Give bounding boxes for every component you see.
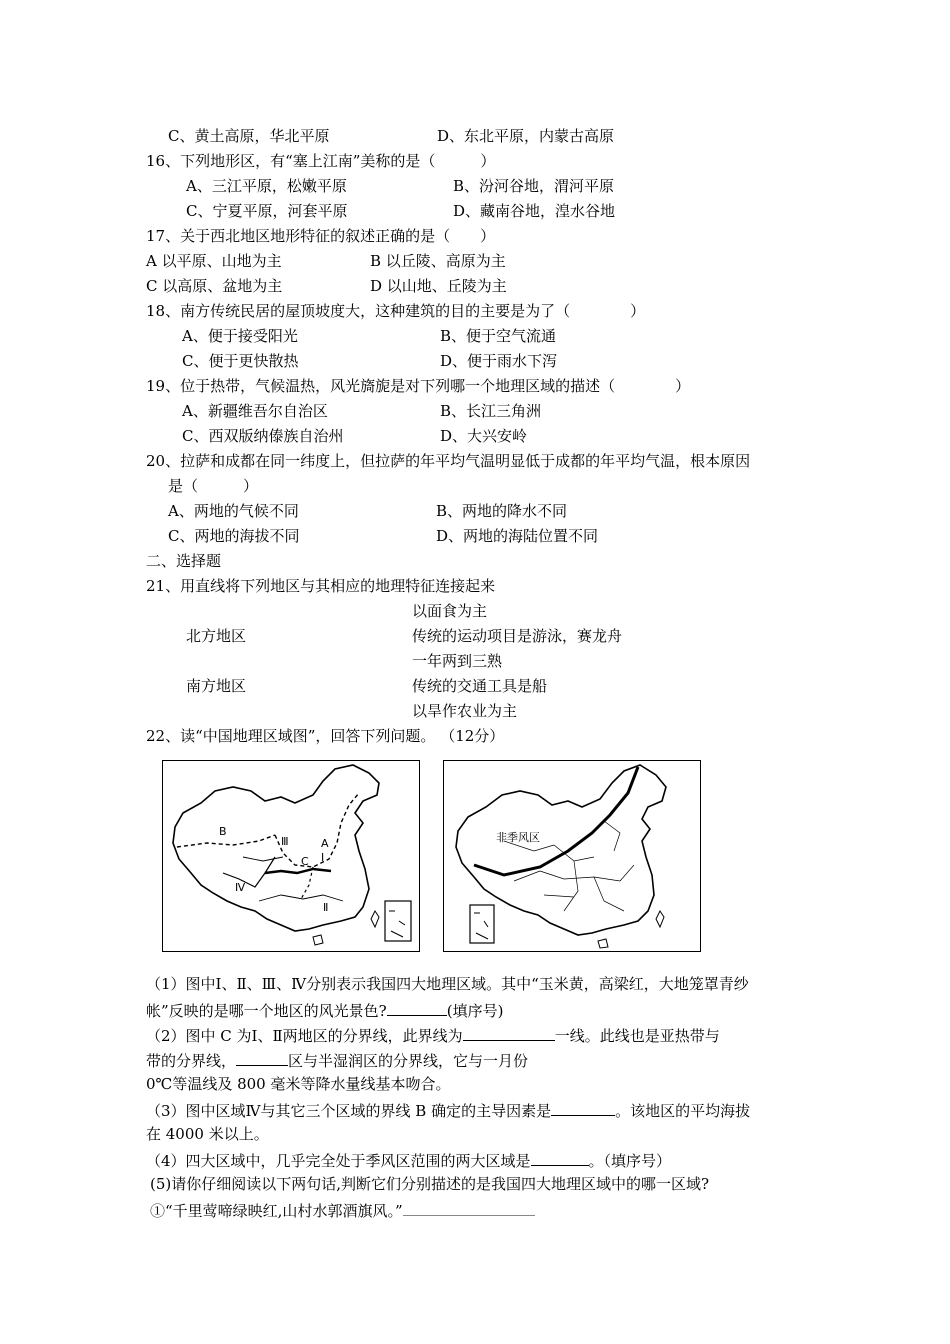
q22-part1-line2	[146, 999, 503, 1021]
q18-option-a: A、便于接受阳光	[182, 327, 298, 345]
china-region-map-drawing	[163, 761, 419, 951]
island-hainan	[313, 935, 323, 945]
inset-dots	[389, 911, 405, 937]
q20-option-a: A、两地的气候不同	[168, 502, 299, 520]
q22-part3-line2: 在 4000 米以上。	[146, 1125, 269, 1143]
q21-feature: 传统的交通工具是船	[412, 677, 548, 695]
answer-blank[interactable]	[551, 1099, 615, 1116]
q22-part2-tail2: 区与半湿润区的分界线，它与一月份	[288, 1052, 529, 1070]
q17-option-a: A 以平原、山地为主	[146, 252, 282, 270]
q21-region: 北方地区	[186, 627, 247, 645]
label-ii: Ⅱ	[323, 901, 329, 914]
q21-feature: 以旱作农业为主	[412, 702, 518, 720]
q19-option-c: C、西双版纳傣族自治州	[182, 427, 344, 445]
label-iv: Ⅳ	[235, 881, 246, 894]
q19-option-a: A、新疆维吾尔自治区	[182, 402, 328, 420]
q21-feature: 一年两到三熟	[412, 652, 503, 670]
river-lines	[243, 857, 343, 901]
china-outline	[456, 765, 666, 935]
q22-part2-text: （2）图中 C 为Ⅰ、Ⅱ两地区的分界线，此界线为	[146, 1027, 463, 1045]
q20-stem-cont: 是（ ）	[168, 477, 259, 495]
q21-stem: 21、用直线将下列地区与其相应的地理特征连接起来	[146, 577, 496, 595]
q21-feature: 传统的运动项目是游泳，赛龙舟	[412, 627, 623, 645]
q22-part2-line2	[146, 1049, 528, 1071]
q17-option-b: B 以丘陵、高原为主	[370, 252, 506, 270]
q22-part4-text: （4）四大区域中，几乎完全处于季风区范围的两大区域是	[146, 1152, 531, 1170]
label-b: B	[219, 825, 227, 838]
island-hainan	[598, 939, 608, 948]
q16-option-b: B、汾河谷地，渭河平原	[453, 177, 615, 195]
q18-stem: 18、南方传统民居的屋顶坡度大，这种建筑的目的主要是为了（ ）	[146, 302, 646, 320]
inset-dots	[474, 913, 488, 939]
q22-part2-line1	[146, 1024, 720, 1046]
answer-blank[interactable]	[236, 1049, 288, 1066]
q16-option-d: D、藏南谷地，湟水谷地	[453, 202, 616, 220]
answer-blank[interactable]	[387, 999, 447, 1016]
china-region-map	[162, 760, 420, 952]
q20-option-c: C、两地的海拔不同	[168, 527, 300, 545]
q16-option-c: C、宁夏平原，河套平原	[186, 202, 348, 220]
q15-option-d: D、东北平原，内蒙古高原	[437, 127, 615, 145]
china-outline	[173, 765, 379, 931]
q22-part5-line2	[150, 1199, 535, 1221]
q15-option-c: C、黄土高原，华北平原	[168, 127, 330, 145]
q22-part3-tail: 。该地区的平均海拔	[615, 1102, 751, 1120]
label-i: Ⅰ	[321, 851, 325, 864]
q19-option-b: B、长江三角洲	[440, 402, 542, 420]
q20-stem: 20、拉萨和成都在同一纬度上，但拉萨的年平均气温明显低于成都的年平均气温，根本原因	[146, 452, 751, 470]
q22-stem: 22、读“中国地理区域图”，回答下列问题。 （12分）	[146, 727, 505, 745]
south-sea-inset	[470, 905, 494, 943]
q22-part1-text: 帐”反映的是哪一个地区的风光景色?	[146, 1002, 387, 1020]
island-taiwan	[656, 911, 664, 927]
q22-part5-text: ①“千里莺啼绿映红,山村水郭酒旗风。”	[150, 1202, 403, 1220]
island-taiwan	[371, 911, 379, 927]
label-a: A	[321, 837, 329, 850]
q22-part3-text: （3）图中区域Ⅳ与其它三个区域的界线 B 确定的主导因素是	[146, 1102, 552, 1120]
section-heading: 二、选择题	[146, 552, 222, 570]
q21-region: 南方地区	[186, 677, 247, 695]
non-monsoon-label: 非季风区	[496, 831, 540, 844]
q20-option-d: D、两地的海陆位置不同	[436, 527, 599, 545]
q22-part5-line1: (5)请你仔细阅读以下两句话,判断它们分别描述的是我国四大地理区域中的哪一区域?	[150, 1175, 710, 1193]
q16-stem: 16、下列地形区，有“塞上江南”美称的是（ ）	[146, 152, 496, 170]
q18-option-c: C、便于更快散热	[182, 352, 299, 370]
answer-blank[interactable]	[463, 1024, 555, 1041]
q17-stem: 17、关于西北地区地形特征的叙述正确的是（ ）	[146, 227, 496, 245]
q22-part2-line3: 0℃等温线及 800 毫米等降水量线基本吻合。	[146, 1075, 451, 1093]
answer-blank[interactable]	[403, 1199, 535, 1216]
label-iii: Ⅲ	[281, 835, 289, 848]
monsoon-boundary-line	[474, 767, 638, 875]
q18-option-b: B、便于空气流通	[440, 327, 557, 345]
q21-feature: 以面食为主	[412, 602, 488, 620]
q22-part3-line1	[146, 1099, 750, 1121]
q22-part4-tail: 。（填序号）	[588, 1152, 672, 1170]
label-c: C	[301, 855, 309, 868]
q19-option-d: D、大兴安岭	[440, 427, 528, 445]
q16-option-a: A、三江平原，松嫩平原	[186, 177, 347, 195]
region-boundary-iii	[275, 793, 359, 867]
q22-part2-tail: 一线。此线也是亚热带与	[554, 1027, 720, 1045]
q19-stem: 19、位于热带，气候温热，风光旖旎是对下列哪一个地理区域的描述（ ）	[146, 377, 691, 395]
q18-option-d: D、便于雨水下泻	[440, 352, 558, 370]
monsoon-map	[443, 760, 701, 952]
monsoon-map-drawing	[444, 761, 700, 951]
q22-part4-line	[146, 1149, 671, 1171]
q17-option-d: D 以山地、丘陵为主	[370, 277, 507, 295]
q22-part1-tail: (填序号)	[446, 1002, 504, 1020]
boundary-c-line	[265, 869, 331, 873]
q17-option-c: C 以高原、盆地为主	[146, 277, 283, 295]
q22-part2-text2: 带的分界线，	[146, 1052, 237, 1070]
q22-part1-line1: （1）图中Ⅰ、Ⅱ、Ⅲ、Ⅳ分别表示我国四大地理区域。其中“玉米黄，高梁红，大地笼罩青纱	[146, 975, 749, 993]
answer-blank[interactable]	[531, 1149, 589, 1166]
q20-option-b: B、两地的降水不同	[436, 502, 568, 520]
